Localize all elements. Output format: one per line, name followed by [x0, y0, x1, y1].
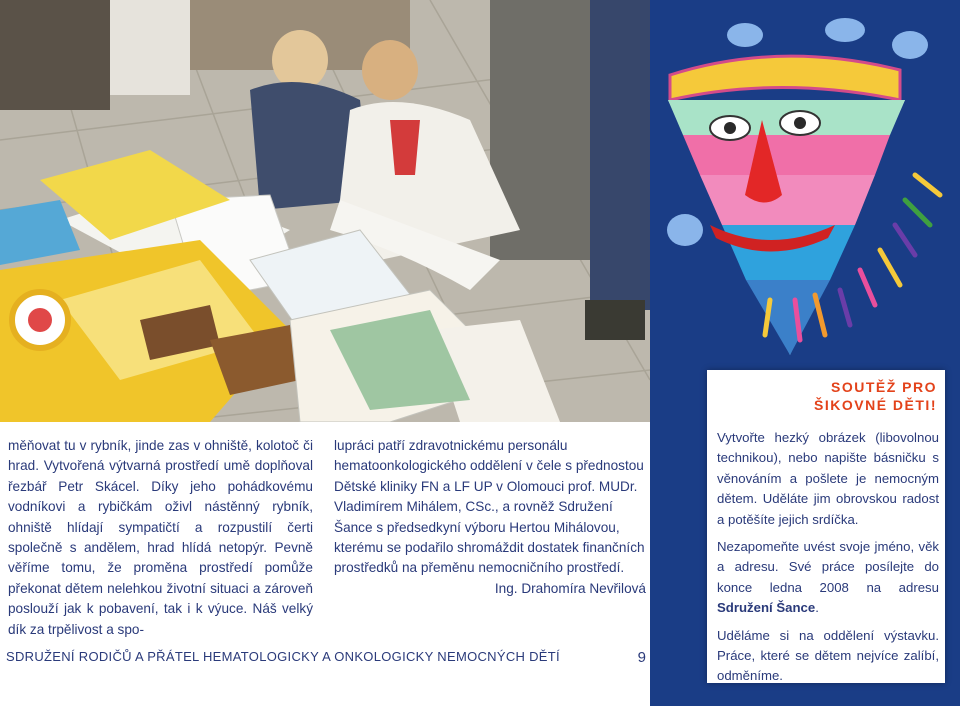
- competition-address: Sdružení Šance: [717, 600, 816, 616]
- competition-paragraph-2-end: .: [815, 600, 819, 616]
- left-paragraph: měňovat tu v rybník, jinde zas v ohniště, kolotoč či hrad. Vytvořená výtvarná prostředí umě doplňoval řezbář Petr Skácel. Díky jeho pohádkovému vodníkovi a rybičkám oživl nástěnný rybník, ohniště hlídají sympatičtí a rozpustilí čerti společně s andělem, hrad hlídá netopýr. Pevně věříme tomu, že proměna prostředí pomůže překonat dětem nelehkou životní situaci a zároveň poslouží jak k pobavení, tak i k výuce. Náš velký dík za trpělivost a spo-: [8, 438, 313, 637]
- competition-title-line1: SOUTĚŽ PRO: [830, 379, 937, 395]
- competition-paragraph-2: [717, 537, 939, 619]
- middle-paragraph: lupráci patří zdravotnickému personálu hematoonkologického oddělení v čele s přednostou Dětské kliniky FN a LF UP v Olomouci prof. MUDr. Vladimírem Mihálem, CSc., a rovněž Sdružení Šance s předsedkyní výboru Hertou Mihálovou, kterému se podařilo shromáždit dostatek finančních prostředků na přeměnu nemocničního prostředí.: [334, 438, 645, 576]
- competition-title: [707, 378, 937, 414]
- competition-body: [717, 428, 939, 694]
- photo-illustration: [0, 0, 650, 422]
- footer-organization: SDRUŽENÍ RODIČŮ A PŘÁTEL HEMATOLOGICKY A ONKOLOGICKY NEMOCNÝCH DĚTÍ: [6, 649, 560, 664]
- competition-card: [707, 370, 945, 683]
- article-photo: [0, 0, 650, 422]
- competition-paragraph-3: Uděláme si na oddělení výstavku. Práce, které se dětem nejvíce zalíbí, odměníme.: [717, 627, 939, 684]
- left-text-column: [8, 436, 313, 640]
- signature: Ing. Drahomíra Nevřilová: [494, 580, 646, 596]
- page-number: 9: [637, 649, 646, 666]
- competition-title-line2: ŠIKOVNÉ DĚTI!: [814, 397, 937, 413]
- competition-paragraph-2-text: Nezapomeňte uvést svoje jméno, věk a adresu. Své práce posílejte do konce ledna 2008 na adresu: [717, 539, 939, 595]
- middle-text-column: [334, 436, 646, 599]
- competition-paragraph-1: Vytvořte hezký obrázek (libovolnou technikou), nebo napište básničku s věnováním a pošlete je nemocným dětem. Uděláte jim obrovskou radost a potěšíte jejich srdíčka.: [717, 430, 939, 527]
